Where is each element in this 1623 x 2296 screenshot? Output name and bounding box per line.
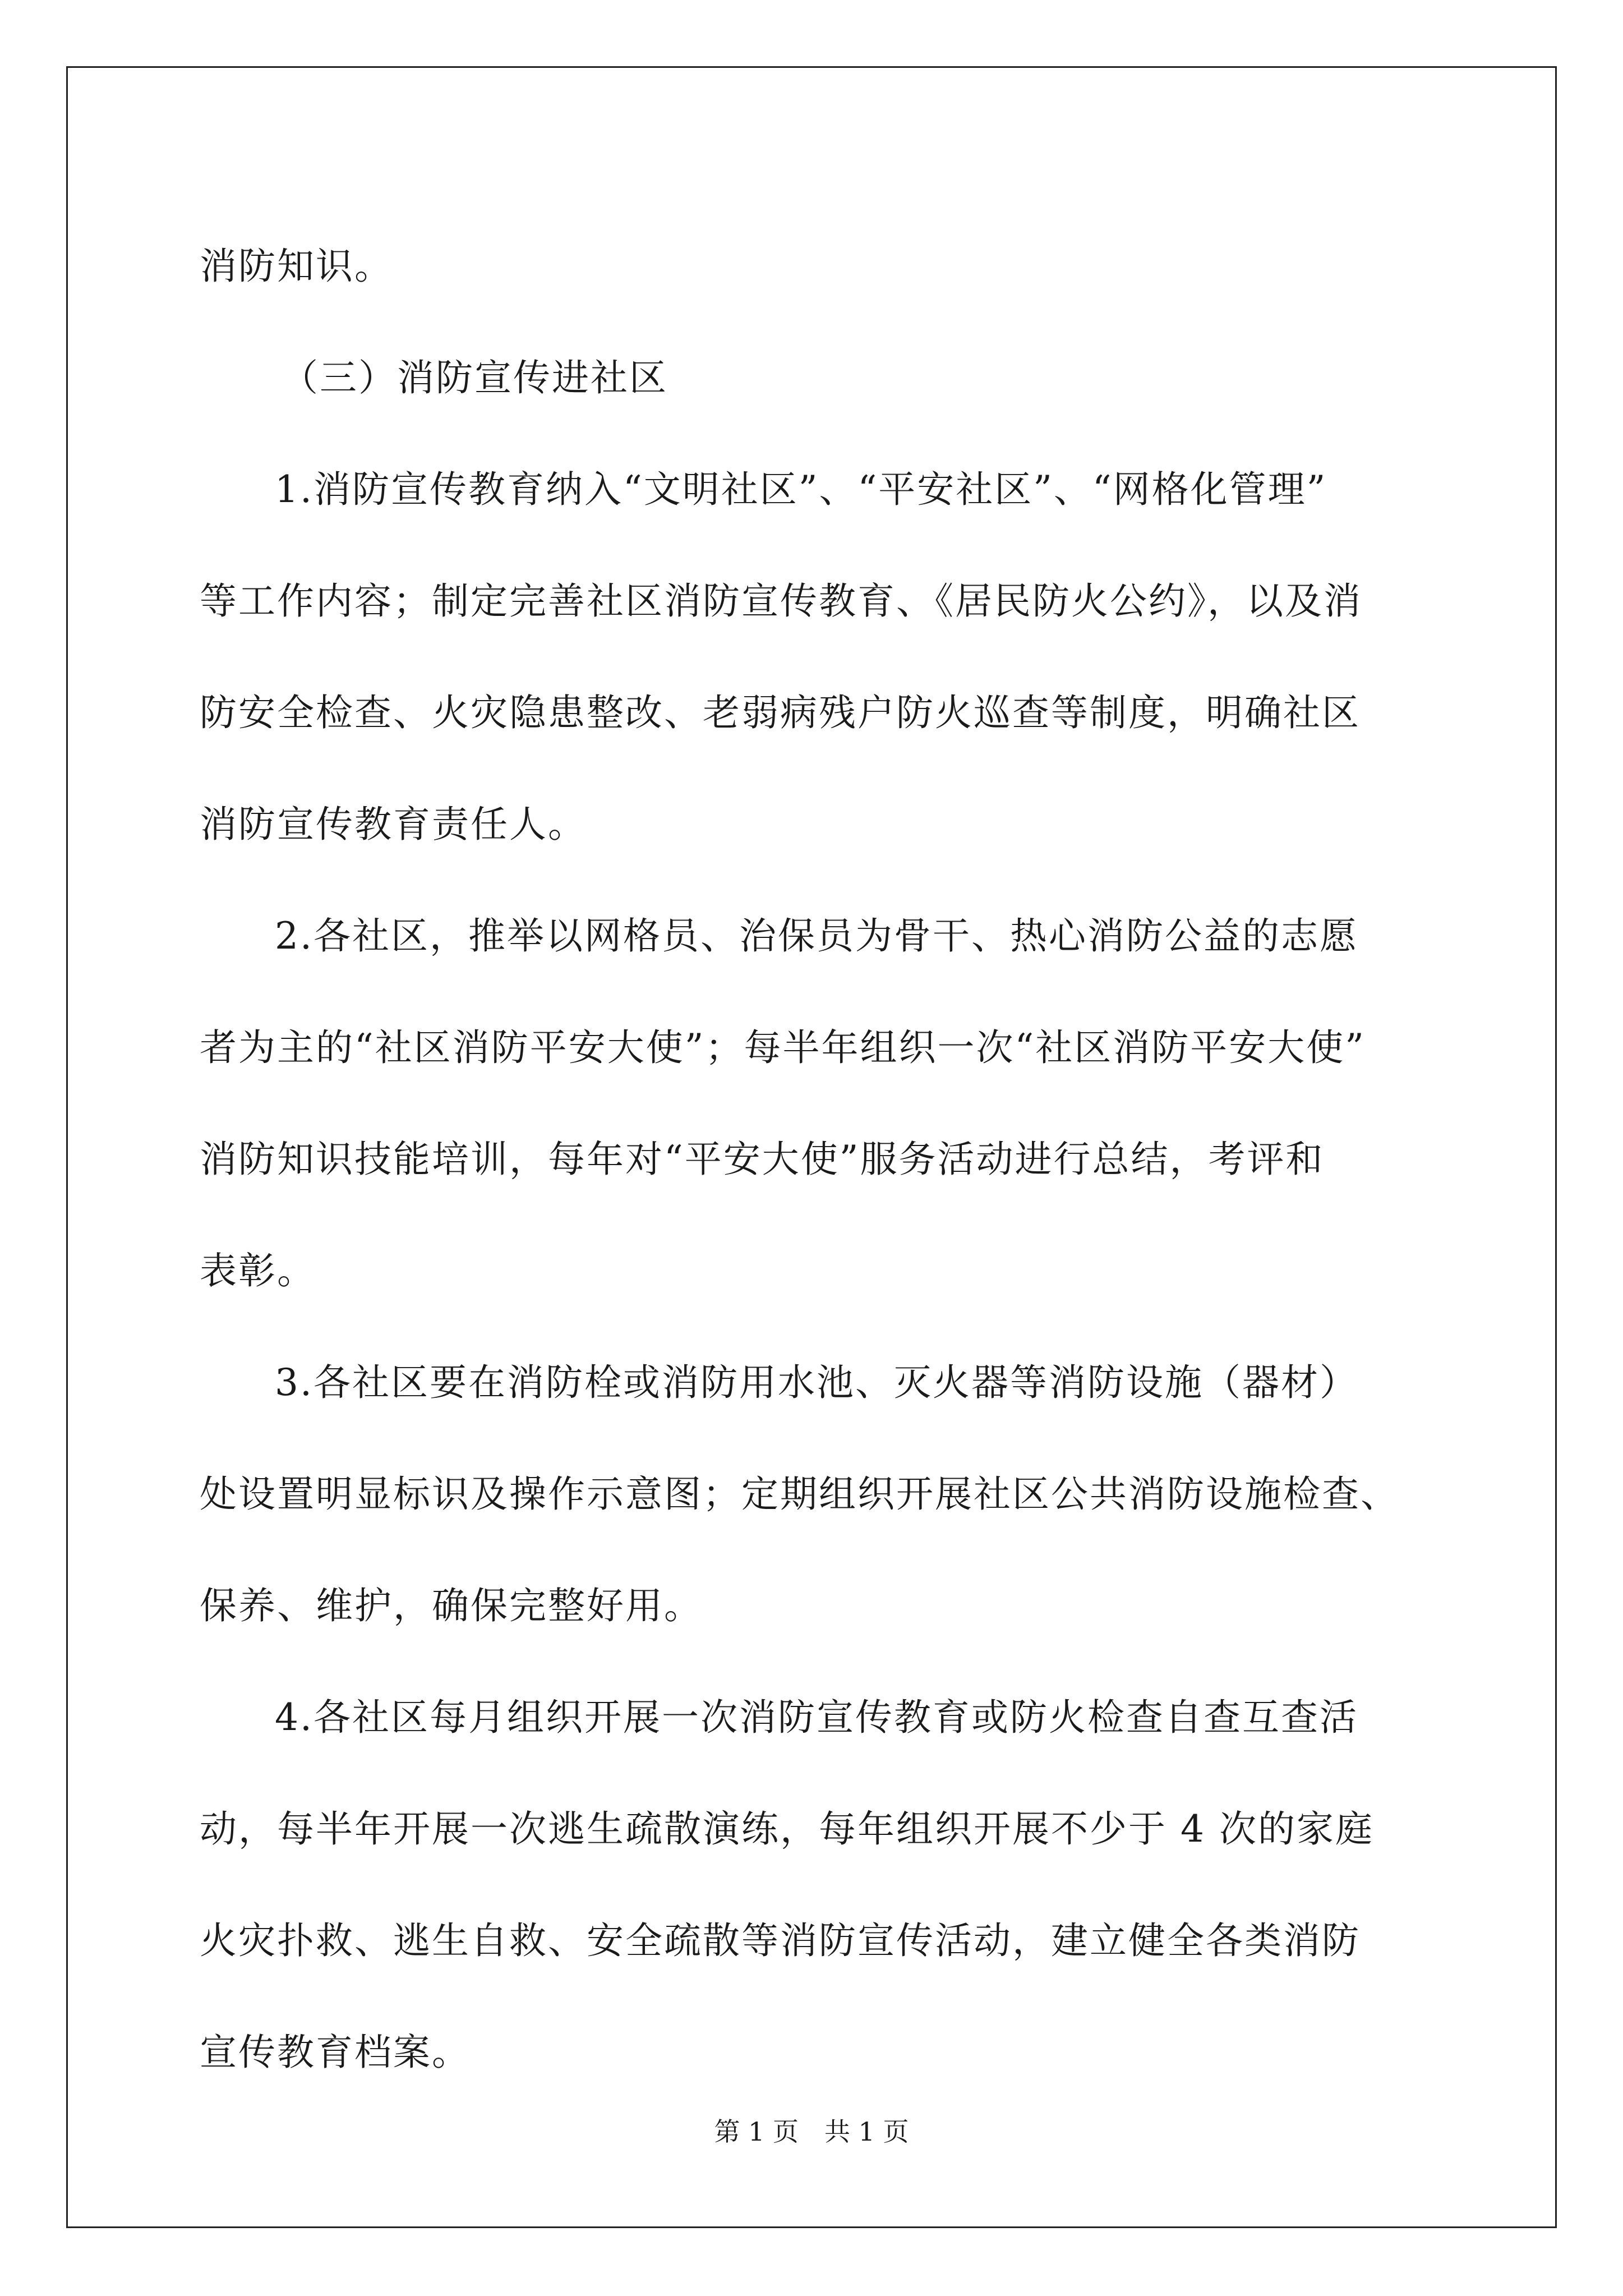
text-line: 者为主的“社区消防平安大使”；每半年组织一次“社区消防平安大使” (200, 1026, 1366, 1069)
text-line: 保养、维护，确保完整好用。 (200, 1584, 703, 1627)
text-line: 处设置明显标识及操作示意图；定期组织开展社区公共消防设施检查、 (200, 1473, 1399, 1516)
text-line: 火灾扑救、逃生自救、安全疏散等消防宣传活动，建立健全各类消防 (200, 1919, 1361, 1962)
text-line: 表彰。 (200, 1249, 316, 1292)
document-body (200, 210, 1467, 2108)
text-line: 宣传教育档案。 (200, 2031, 471, 2074)
text-line: 等工作内容；制定完善社区消防宣传教育、《居民防火公约》，以及消 (200, 579, 1362, 623)
text-line: 消防知识技能培训，每年对“平安大使”服务活动进行总结，考评和 (200, 1138, 1325, 1181)
text-line: 3.各社区要在消防栓或消防用水池、灭火器等消防设施（器材） (275, 1361, 1358, 1404)
text-line: 2.各社区，推举以网格员、治保员为骨干、热心消防公益的志愿 (275, 914, 1358, 958)
text-line: 动，每半年开展一次逃生疏散演练，每年组织开展不少于 4 次的家庭 (200, 1807, 1374, 1851)
text-line: 4.各社区每月组织开展一次消防宣传教育或防火检查自查互查活 (275, 1696, 1358, 1739)
text-line: 消防宣传教育责任人。 (200, 803, 587, 846)
text-line: 消防知识。 (200, 245, 393, 288)
section-heading: （三）消防宣传进社区 (281, 356, 668, 399)
text-line: 防安全检查、火灾隐患整改、老弱病残户防火巡查等制度，明确社区 (200, 691, 1361, 734)
page-footer: 第 1 页 共 1 页 (714, 2116, 909, 2147)
text-line: 1.消防宣传教育纳入“文明社区”、“平安社区”、“网格化管理” (275, 468, 1327, 511)
